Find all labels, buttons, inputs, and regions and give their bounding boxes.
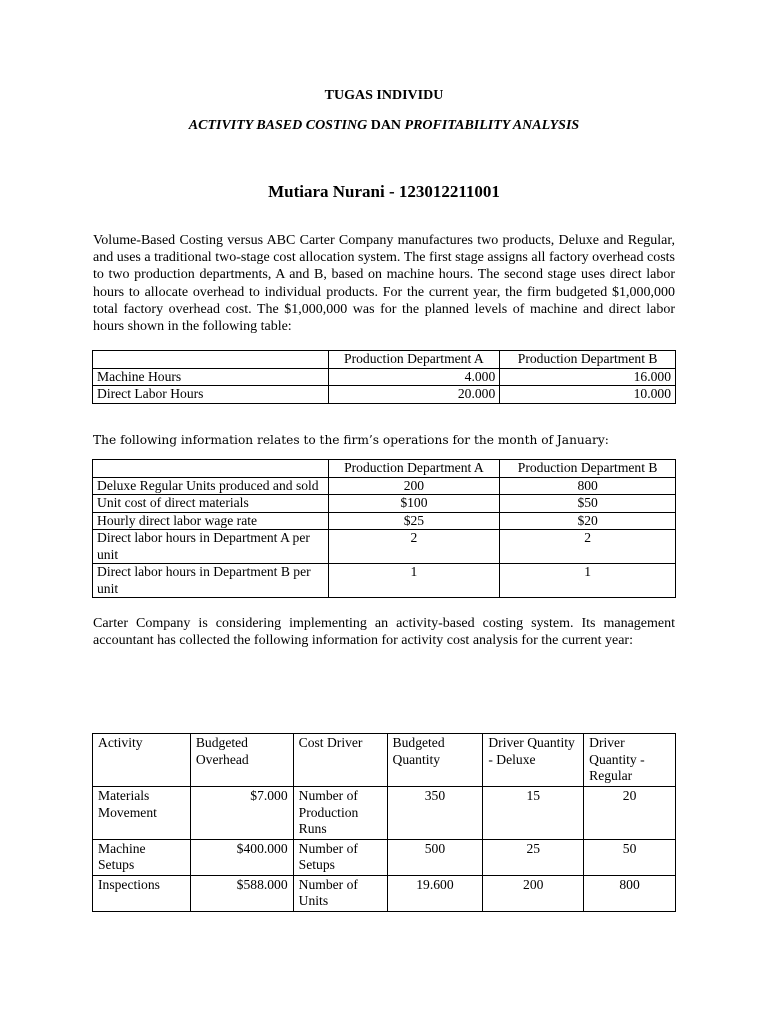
january-table	[92, 459, 676, 598]
table-row	[93, 734, 676, 787]
table-row	[93, 530, 676, 564]
document-title: TUGAS INDIVIDU	[324, 88, 444, 103]
table-cell: Machine Hours	[93, 368, 329, 386]
table-cell: Direct labor hours in Department B per unit	[93, 564, 329, 598]
table-header-cell: Production Department A	[328, 351, 500, 369]
table-header-cell: Production Department B	[500, 351, 676, 369]
table-row	[93, 787, 676, 840]
table-row	[93, 368, 676, 386]
author-name: Mutiara Nurani - 123012211001	[268, 182, 500, 201]
table-row	[93, 495, 676, 513]
table-cell: 16.000	[500, 368, 676, 386]
table-cell: $400.000	[190, 839, 293, 875]
table-cell: 1	[500, 564, 676, 598]
table-cell: 20	[584, 787, 676, 840]
document-subtitle	[0, 118, 768, 134]
subtitle-profitability: PROFITABILITY ANALYSIS	[404, 118, 580, 133]
table-cell: 25	[483, 839, 584, 875]
table-cell: $100	[328, 495, 500, 513]
table-cell: 2	[328, 530, 500, 564]
table-cell: 15	[483, 787, 584, 840]
table-cell: Inspections	[93, 875, 191, 911]
table-cell: $20	[500, 512, 676, 530]
table-cell: $50	[500, 495, 676, 513]
table-cell: 500	[387, 839, 483, 875]
table-cell: 1	[328, 564, 500, 598]
table-cell: 350	[387, 787, 483, 840]
table-cell: 800	[584, 875, 676, 911]
subtitle-abc: ACTIVITY BASED COSTING	[188, 118, 368, 133]
table-cell: 200	[483, 875, 584, 911]
table-cell: Deluxe Regular Units produced and sold	[93, 477, 329, 495]
table-cell	[93, 460, 329, 478]
table-cell: 50	[584, 839, 676, 875]
table-cell: 4.000	[328, 368, 500, 386]
table-cell: Number of Setups	[293, 839, 387, 875]
january-paragraph: The following information relates to the firm’s operations for the month of January:	[93, 433, 609, 447]
table-row	[93, 460, 676, 478]
table-cell: Machine Setups	[93, 839, 191, 875]
activity-table	[92, 733, 676, 912]
table-cell: 20.000	[328, 386, 500, 404]
table-cell: Unit cost of direct materials	[93, 495, 329, 513]
table-header-cell: Driver Quantity - Regular	[584, 734, 676, 787]
table-cell: $588.000	[190, 875, 293, 911]
table-cell	[93, 351, 329, 369]
table-row	[93, 875, 676, 911]
table-cell: Number of Units	[293, 875, 387, 911]
table-header-cell: Driver Quantity - Deluxe	[483, 734, 584, 787]
table-cell: 19.600	[387, 875, 483, 911]
table-row	[93, 386, 676, 404]
table-cell: Number of Production Runs	[293, 787, 387, 840]
table-header-cell: Budgeted Quantity	[387, 734, 483, 787]
hours-table	[92, 350, 676, 404]
table-cell: 800	[500, 477, 676, 495]
table-row	[93, 839, 676, 875]
subtitle-dan: DAN	[367, 118, 405, 133]
table-row	[93, 477, 676, 495]
table-row	[93, 512, 676, 530]
table-row	[93, 564, 676, 598]
intro-paragraph: Volume-Based Costing versus ABC Carter Company manufactures two products, Deluxe and Regular, and uses a traditional two-stage cost allocation system. The first stage assigns all factory overhead costs to two production departments, A and B, based on machine hours. The second stage uses direct labor hours to allocate overhead to individual products. For the current year, the firm budgeted $1,000,000 total factory overhead cost. The $1,000,000 was for the planned levels of machine and direct labor hours shown in the following table:	[93, 233, 675, 335]
table-cell: 2	[500, 530, 676, 564]
table-header-cell: Cost Driver	[293, 734, 387, 787]
table-cell: Hourly direct labor wage rate	[93, 512, 329, 530]
table-cell: 10.000	[500, 386, 676, 404]
table-cell: $25	[328, 512, 500, 530]
table-header-cell: Production Department B	[500, 460, 676, 478]
table-cell: Materials Movement	[93, 787, 191, 840]
table-cell: Direct Labor Hours	[93, 386, 329, 404]
table-header-cell: Production Department A	[328, 460, 500, 478]
table-row	[93, 351, 676, 369]
table-cell: $7.000	[190, 787, 293, 840]
table-header-cell: Activity	[93, 734, 191, 787]
table-cell: Direct labor hours in Department A per unit	[93, 530, 329, 564]
abc-paragraph: Carter Company is considering implementing an activity-based costing system. Its management accountant has collected the following information for activity cost analysis for the current year:	[93, 616, 675, 649]
table-header-cell: Budgeted Overhead	[190, 734, 293, 787]
table-cell: 200	[328, 477, 500, 495]
